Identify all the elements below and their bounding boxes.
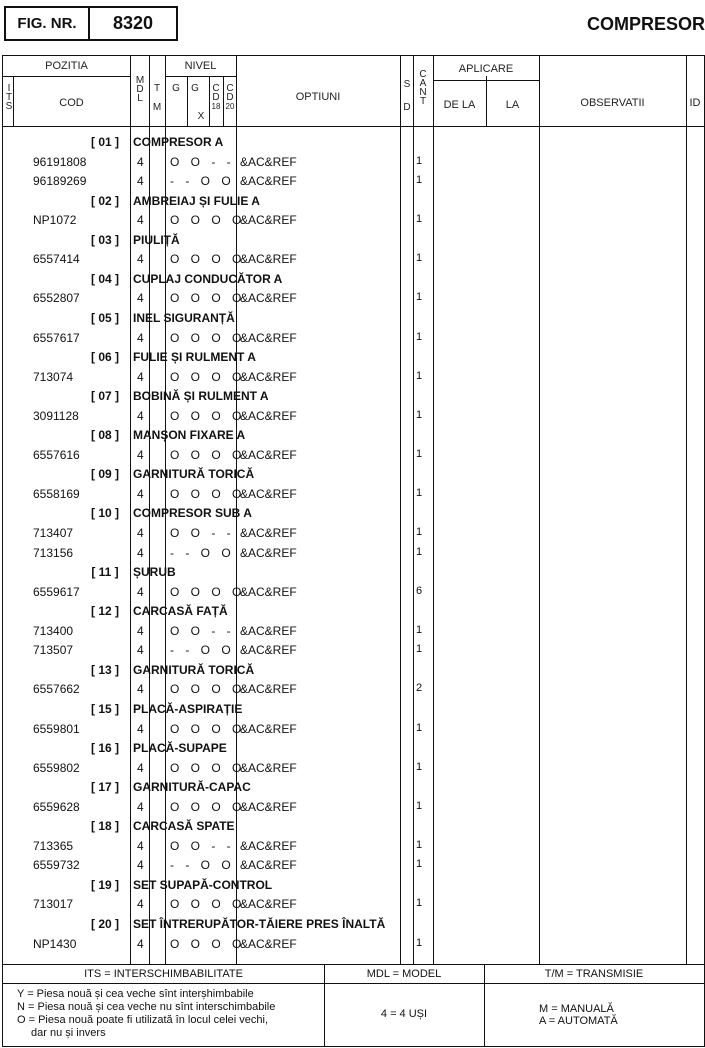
nivel-value: O O - - bbox=[170, 838, 235, 853]
table-row bbox=[3, 543, 704, 563]
section-row bbox=[3, 464, 704, 484]
section-name: COMPRESOR A bbox=[133, 135, 224, 149]
part-code: 6557662 bbox=[33, 682, 80, 697]
quantity-value: 1 bbox=[416, 408, 423, 421]
section-name: SET SUPAPĂ-CONTROL bbox=[133, 877, 273, 892]
options-value: &AC&REF bbox=[240, 174, 297, 189]
col-id: ID bbox=[689, 97, 701, 109]
part-code: NP1072 bbox=[33, 213, 77, 228]
nivel-value: - - O O bbox=[170, 545, 235, 560]
nivel-value: O O O O bbox=[170, 252, 246, 267]
nivel-value: - - O O bbox=[170, 858, 235, 873]
quantity-value: 1 bbox=[416, 643, 423, 656]
quantity-value: 1 bbox=[416, 174, 423, 187]
options-value: &AC&REF bbox=[240, 799, 297, 814]
legend-its-line: Y = Piesa nouă și cea veche sînt interșhimbabile bbox=[17, 988, 254, 1000]
col-nivel-cd18: C D 18 bbox=[211, 83, 221, 111]
part-code: 3091128 bbox=[33, 408, 79, 423]
table-row bbox=[3, 758, 704, 778]
position-number: [ 18 ] bbox=[90, 819, 119, 834]
nivel-value: O O O O bbox=[170, 447, 246, 462]
part-code: 713156 bbox=[33, 545, 74, 560]
section-row bbox=[3, 660, 704, 680]
model-value: 4 bbox=[137, 838, 144, 853]
section-row bbox=[3, 562, 704, 582]
options-value: &AC&REF bbox=[240, 330, 297, 345]
table-row bbox=[3, 523, 704, 543]
nivel-value: O O O O bbox=[170, 682, 246, 697]
section-name: GARNITURĂ TORICĂ bbox=[133, 662, 255, 677]
quantity-value: 1 bbox=[416, 760, 423, 773]
col-nivel-x: X bbox=[197, 111, 205, 122]
col-de-la: DE LA bbox=[443, 99, 476, 111]
position-number: [ 10 ] bbox=[90, 506, 119, 521]
nivel-value: O O - - bbox=[170, 623, 235, 638]
model-value: 4 bbox=[137, 643, 144, 658]
options-value: &AC&REF bbox=[240, 623, 297, 638]
nivel-value: O O O O bbox=[170, 369, 246, 384]
section-name: CARCASĂ SPATE bbox=[133, 819, 235, 834]
part-code: NP1430 bbox=[33, 936, 77, 951]
model-value: 4 bbox=[137, 252, 144, 267]
table-row bbox=[3, 484, 704, 504]
position-number: [ 08 ] bbox=[90, 428, 119, 443]
legend-its-line: dar nu și invers bbox=[31, 1027, 106, 1039]
section-name: AMBREIAJ ȘI FULIE A bbox=[133, 193, 260, 208]
section-row bbox=[3, 777, 704, 797]
quantity-value: 1 bbox=[416, 330, 423, 343]
part-code: 6559617 bbox=[33, 584, 80, 599]
options-value: &AC&REF bbox=[240, 858, 297, 873]
section-name: CUPLAJ CONDUCĂTOR A bbox=[133, 271, 283, 286]
legend-tm-title: T/M = TRANSMISIE bbox=[544, 968, 644, 980]
table-row bbox=[3, 855, 704, 875]
nivel-value: O O O O bbox=[170, 408, 246, 423]
col-nivel: NIVEL bbox=[184, 60, 217, 72]
quantity-value: 1 bbox=[416, 213, 423, 226]
position-number: [ 07 ] bbox=[90, 389, 119, 404]
quantity-value: 1 bbox=[416, 623, 423, 636]
model-value: 4 bbox=[137, 799, 144, 814]
figure-label: FIG. NR. bbox=[6, 8, 90, 39]
col-la: LA bbox=[505, 99, 520, 111]
options-value: &AC&REF bbox=[240, 682, 297, 697]
model-value: 4 bbox=[137, 721, 144, 736]
section-name: CARCASĂ FAȚĂ bbox=[133, 604, 228, 619]
model-value: 4 bbox=[137, 897, 144, 912]
part-code: 6558169 bbox=[33, 486, 80, 501]
options-value: &AC&REF bbox=[240, 213, 297, 228]
legend-its-line: N = Piesa nouă și cea veche nu sînt interschimbabile bbox=[17, 1001, 276, 1013]
section-row bbox=[3, 230, 704, 250]
part-code: 713365 bbox=[33, 838, 74, 853]
model-value: 4 bbox=[137, 858, 144, 873]
section-name: GARNITURĂ-CAPAC bbox=[133, 780, 251, 795]
model-value: 4 bbox=[137, 369, 144, 384]
table-row bbox=[3, 171, 704, 191]
part-code: 6557414 bbox=[33, 252, 80, 267]
nivel-value: O O O O bbox=[170, 291, 246, 306]
position-number: [ 06 ] bbox=[90, 350, 119, 365]
position-number: [ 19 ] bbox=[90, 877, 119, 892]
options-value: &AC&REF bbox=[240, 838, 297, 853]
section-name: PIULIȚĂ bbox=[133, 232, 180, 247]
part-code: 6559732 bbox=[33, 858, 80, 873]
options-value: &AC&REF bbox=[240, 897, 297, 912]
position-number: [ 16 ] bbox=[90, 741, 119, 756]
quantity-value: 1 bbox=[416, 936, 423, 949]
position-number: [ 04 ] bbox=[90, 271, 119, 286]
part-code: 713400 bbox=[33, 623, 74, 638]
table-row bbox=[3, 894, 704, 914]
table-row bbox=[3, 836, 704, 856]
quantity-value: 1 bbox=[416, 154, 423, 167]
section-row bbox=[3, 347, 704, 367]
options-value: &AC&REF bbox=[240, 643, 297, 658]
model-value: 4 bbox=[137, 760, 144, 775]
part-code: 6559801 bbox=[33, 721, 80, 736]
quantity-value: 1 bbox=[416, 545, 423, 558]
table-row bbox=[3, 719, 704, 739]
col-sd: S D bbox=[403, 79, 411, 113]
nivel-value: O O O O bbox=[170, 936, 246, 951]
legend-tm-line: A = AUTOMATĂ bbox=[539, 1015, 618, 1027]
table-row bbox=[3, 797, 704, 817]
col-aplicare: APLICARE bbox=[458, 63, 514, 75]
figure-number-box bbox=[4, 6, 178, 41]
model-value: 4 bbox=[137, 584, 144, 599]
options-value: &AC&REF bbox=[240, 408, 297, 423]
section-row bbox=[3, 425, 704, 445]
part-code: 96189269 bbox=[33, 174, 87, 189]
part-code: 713407 bbox=[33, 526, 74, 540]
section-name: COMPRESOR SUB A bbox=[133, 506, 252, 521]
model-value: 4 bbox=[137, 213, 144, 228]
quantity-value: 1 bbox=[416, 799, 423, 812]
options-value: &AC&REF bbox=[240, 291, 297, 306]
table-row bbox=[3, 679, 704, 699]
section-name: PLACĂ-ASPIRAȚIE bbox=[133, 701, 243, 716]
part-code: 6559628 bbox=[33, 799, 80, 814]
table-row bbox=[3, 249, 704, 269]
options-value: &AC&REF bbox=[240, 369, 297, 384]
section-name: INEL SIGURANȚĂ bbox=[133, 310, 235, 325]
model-value: 4 bbox=[137, 623, 144, 638]
nivel-value: - - O O bbox=[170, 174, 235, 189]
quantity-value: 1 bbox=[416, 838, 423, 851]
legend-its-title: ITS = INTERSCHIMBABILITATE bbox=[84, 968, 243, 980]
quantity-value: 1 bbox=[416, 252, 423, 265]
nivel-value: O O O O bbox=[170, 897, 246, 912]
quantity-value: 1 bbox=[416, 897, 423, 910]
col-nivel-cd20: C D 20 bbox=[225, 83, 235, 111]
nivel-value: O O O O bbox=[170, 584, 246, 599]
page-title: COMPRESOR bbox=[586, 14, 705, 34]
options-value: &AC&REF bbox=[240, 526, 297, 540]
section-row bbox=[3, 269, 704, 289]
model-value: 4 bbox=[137, 936, 144, 951]
figure-number: 8320 bbox=[112, 13, 154, 33]
section-row bbox=[3, 738, 704, 758]
options-value: &AC&REF bbox=[240, 154, 297, 169]
part-code: 713074 bbox=[33, 369, 74, 384]
section-row bbox=[3, 914, 704, 934]
section-name: MANȘON FIXARE A bbox=[133, 428, 246, 443]
section-name: GARNITURĂ TORICĂ bbox=[133, 467, 255, 482]
model-value: 4 bbox=[137, 486, 144, 501]
quantity-value: 1 bbox=[416, 291, 423, 304]
options-value: &AC&REF bbox=[240, 545, 297, 560]
position-number: [ 13 ] bbox=[90, 662, 119, 677]
table-row bbox=[3, 445, 704, 465]
position-number: [ 17 ] bbox=[90, 780, 119, 795]
col-pozitia: POZITIA bbox=[45, 60, 88, 72]
part-code: 713507 bbox=[33, 643, 74, 658]
options-value: &AC&REF bbox=[240, 252, 297, 267]
position-number: [ 01 ] bbox=[90, 135, 119, 149]
position-number: [ 11 ] bbox=[91, 565, 119, 580]
nivel-value: O O - - bbox=[170, 154, 235, 169]
section-name: SET ÎNTRERUPĂTOR-TĂIERE PRES ÎNALTĂ bbox=[133, 917, 386, 931]
part-code: 6557616 bbox=[33, 447, 80, 462]
legend bbox=[3, 964, 704, 1047]
quantity-value: 1 bbox=[416, 526, 423, 538]
part-code: 6557617 bbox=[33, 330, 80, 345]
part-code: 713017 bbox=[33, 897, 74, 912]
nivel-value: O O O O bbox=[170, 721, 246, 736]
position-number: [ 15 ] bbox=[90, 701, 119, 716]
position-number: [ 12 ] bbox=[90, 604, 119, 619]
nivel-value: O O O O bbox=[170, 213, 246, 228]
section-row bbox=[3, 132, 704, 152]
table-row bbox=[3, 621, 704, 641]
nivel-value: O O - - bbox=[170, 526, 235, 540]
col-mdl: M D L bbox=[135, 75, 145, 104]
options-value: &AC&REF bbox=[240, 760, 297, 775]
section-name: ȘURUB bbox=[133, 565, 176, 580]
col-cod: COD bbox=[59, 97, 84, 109]
nivel-value: - - O O bbox=[170, 643, 235, 658]
legend-mdl-title: MDL = MODEL bbox=[366, 968, 442, 980]
col-tm: T M bbox=[152, 83, 162, 113]
quantity-value: 6 bbox=[416, 584, 423, 597]
table-row bbox=[3, 640, 704, 660]
model-value: 4 bbox=[137, 408, 144, 423]
nivel-value: O O O O bbox=[170, 330, 246, 345]
col-nivel-g1: G bbox=[172, 83, 180, 94]
model-value: 4 bbox=[137, 682, 144, 697]
quantity-value: 1 bbox=[416, 721, 423, 734]
table-row bbox=[3, 582, 704, 602]
position-number: [ 03 ] bbox=[90, 232, 119, 247]
section-name: BOBINĂ ȘI RULMENT A bbox=[133, 389, 269, 404]
table-row bbox=[3, 152, 704, 172]
table-row bbox=[3, 210, 704, 230]
model-value: 4 bbox=[137, 174, 144, 189]
table-row bbox=[3, 288, 704, 308]
col-cant: C A N T bbox=[419, 69, 427, 107]
section-row bbox=[3, 308, 704, 328]
legend-its-line: O = Piesa nouă poate fi utilizată în locul celei vechi, bbox=[17, 1014, 269, 1026]
nivel-value: O O O O bbox=[170, 486, 246, 501]
model-value: 4 bbox=[137, 154, 144, 169]
section-row bbox=[3, 601, 704, 621]
section-row bbox=[3, 191, 704, 211]
col-its: I T S bbox=[5, 83, 13, 112]
section-row bbox=[3, 503, 704, 523]
legend-mdl-value: 4 = 4 UȘI bbox=[380, 1008, 428, 1020]
model-value: 4 bbox=[137, 526, 144, 540]
position-number: [ 09 ] bbox=[90, 467, 119, 482]
quantity-value: 1 bbox=[416, 486, 423, 499]
part-code: 6552807 bbox=[33, 291, 80, 306]
quantity-value: 1 bbox=[416, 369, 423, 382]
section-row bbox=[3, 816, 704, 836]
options-value: &AC&REF bbox=[240, 936, 297, 951]
quantity-value: 1 bbox=[416, 858, 423, 871]
legend-tm-line: M = MANUALĂ bbox=[539, 1003, 614, 1015]
options-value: &AC&REF bbox=[240, 486, 297, 501]
position-number: [ 05 ] bbox=[90, 310, 119, 325]
options-value: &AC&REF bbox=[240, 721, 297, 736]
part-code: 96191808 bbox=[33, 154, 87, 169]
parts-table bbox=[2, 55, 705, 1047]
model-value: 4 bbox=[137, 330, 144, 345]
quantity-value: 2 bbox=[416, 682, 423, 695]
section-row bbox=[3, 386, 704, 406]
model-value: 4 bbox=[137, 447, 144, 462]
position-number: [ 20 ] bbox=[90, 917, 119, 931]
nivel-value: O O O O bbox=[170, 760, 246, 775]
nivel-value: O O O O bbox=[170, 799, 246, 814]
model-value: 4 bbox=[137, 291, 144, 306]
table-row bbox=[3, 367, 704, 387]
position-number: [ 02 ] bbox=[90, 193, 119, 208]
table-row bbox=[3, 406, 704, 426]
options-value: &AC&REF bbox=[240, 447, 297, 462]
model-value: 4 bbox=[137, 545, 144, 560]
section-row bbox=[3, 699, 704, 719]
section-name: PLACĂ-SUPAPE bbox=[133, 741, 227, 756]
table-row bbox=[3, 934, 704, 954]
table-row bbox=[3, 328, 704, 348]
quantity-value: 1 bbox=[416, 447, 423, 460]
section-row bbox=[3, 875, 704, 895]
part-code: 6559802 bbox=[33, 760, 80, 775]
col-observatii: OBSERVATII bbox=[580, 97, 645, 109]
options-value: &AC&REF bbox=[240, 584, 297, 599]
col-nivel-g2: G bbox=[191, 83, 199, 94]
section-name: FULIE ȘI RULMENT A bbox=[133, 350, 256, 365]
col-optiuni: OPTIUNI bbox=[295, 91, 341, 103]
